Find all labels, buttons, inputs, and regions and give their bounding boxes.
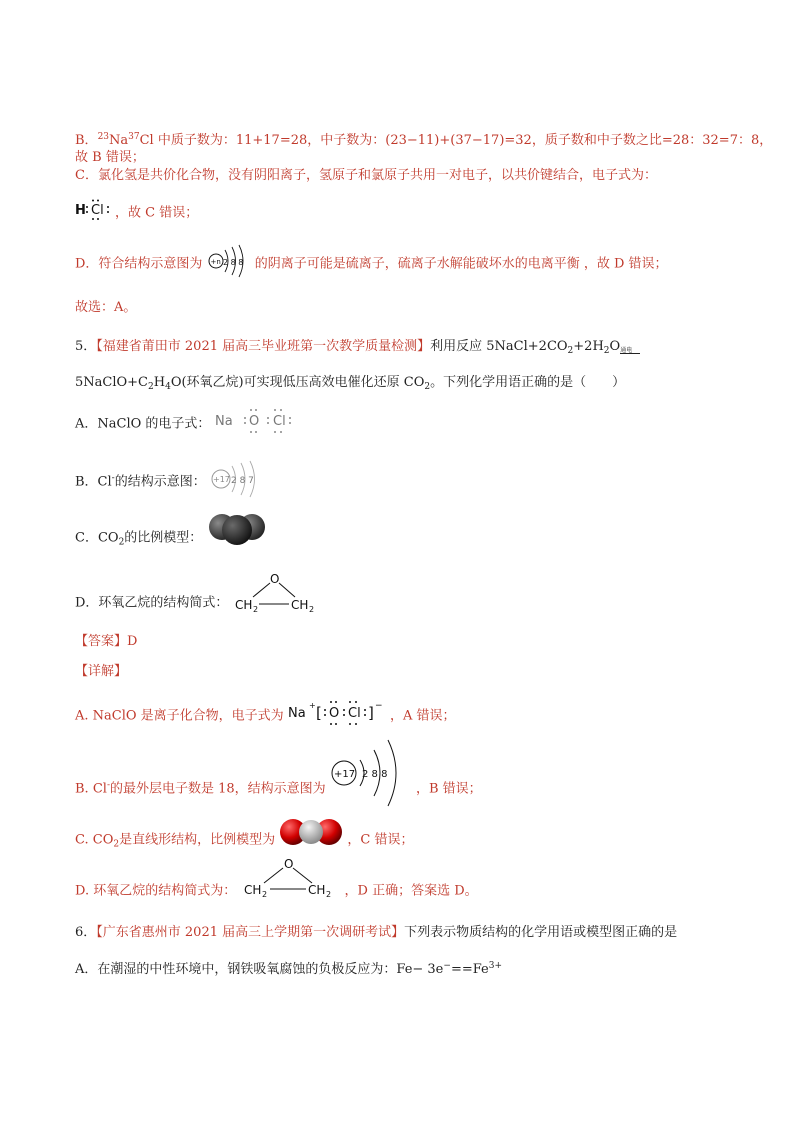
svg-text:Na: Na <box>214 414 233 429</box>
question-5-source: 【福建省莆田市 2021 届高三毕业班第一次教学质量检测】 <box>96 339 431 354</box>
svg-text:CH: CH <box>234 598 252 612</box>
explanation-a: A. NaClO 是离子化合物，电子式为 Na + [ O Cl ] − ，A 错误； <box>75 699 456 733</box>
naclo-wrong-electron-formula <box>215 407 305 441</box>
svg-text:O: O <box>269 572 280 586</box>
q5-option-d: D．环氧乙烷的结构简式： O CH 2 CH 2 <box>75 585 323 621</box>
question-5-stem: 5．【福建省莆田市 2021 届高三毕业班第一次教学质量检测】利用反应 $5NaCl+2CO_2+2H_2O$ 通电 <box>75 338 642 360</box>
choose-answer: 故选：A。 <box>75 300 137 315</box>
anion-nucleus: +n <box>210 258 221 266</box>
explanation-c: C. $CO_2$是直线形结构，比例模型为 ，C 错误； <box>75 825 413 855</box>
svg-text:2: 2 <box>262 890 268 899</box>
svg-text:2: 2 <box>326 890 332 899</box>
svg-text:Na: Na <box>287 706 306 721</box>
svg-text:+17: +17 <box>333 769 355 780</box>
cl-ion-wrong-structure <box>210 460 270 504</box>
svg-text:+17: +17 <box>212 475 230 484</box>
hcl-cl: Cl <box>91 203 104 218</box>
svg-text:[: [ <box>315 704 322 722</box>
explanation-d: D. 环氧乙烷的结构简式为： O CH 2 CH 2 ，D 正确；答案选 D。 <box>75 876 478 906</box>
question-6-source: 【广东省惠州市 2021 届高三上学期第一次调研考试】 <box>96 925 405 940</box>
svg-text:−: − <box>374 701 383 711</box>
svg-text:Cl: Cl <box>347 706 361 721</box>
option-b-explanation: B．$^{23}$Na$^{37}$Cl 中质子数为：11+17=28，中子数为：(23−11)+(37−17)=32，质子数和中子数之比=28：32=7：8， <box>75 132 773 148</box>
answer-label: 【答案】D <box>75 634 138 649</box>
svg-text:2: 2 <box>252 605 258 614</box>
svg-text:2 8 8: 2 8 8 <box>361 769 388 780</box>
svg-text:CH: CH <box>290 598 308 612</box>
svg-text:+: + <box>308 701 316 710</box>
option-c-formula-line: H Cl ，故 C 错误； <box>75 199 198 227</box>
detail-label: 【详解】 <box>75 664 128 679</box>
explanation-b: B. Cl-的最外层电子数是 18，结构示意图为 +17 2 8 8 ，B 错误； <box>75 764 482 814</box>
option-d-explanation: D．符合结构示意图为 +n 2 8 8 的阴离子可能是硫离子，硫离子水解能破坏水的电离平衡 ，故 D 错误； <box>75 244 668 284</box>
q6-option-a: A．在潮湿的中性环境中，钢铁吸氧腐蚀的负极反应为：$Fe- 3e^-==Fe^{3+}$ <box>75 961 503 977</box>
naclo-correct-electron-formula <box>288 699 386 733</box>
svg-text:2 8 7: 2 8 7 <box>230 476 254 486</box>
q5-option-a: A．NaClO 的电子式： Na O Cl <box>75 407 305 441</box>
svg-text:O: O <box>284 857 294 871</box>
svg-text:Cl: Cl <box>272 414 286 429</box>
hcl-electron-formula <box>75 199 115 227</box>
svg-text:CH: CH <box>308 883 326 897</box>
ethylene-oxide-structure <box>233 571 323 621</box>
option-b-explanation-cont: 故 B 错误； <box>75 150 145 165</box>
cl-ion-correct-structure <box>330 738 412 814</box>
question-5-stem-cont: $5NaClO+C_2H_4O$(环氧乙烷)可实现低压高效电催化还原 $CO_2$。下列化学用语正确的是（ ） <box>75 375 626 392</box>
q5-option-c: C．$CO_2$的比例模型： <box>75 522 270 554</box>
hcl-h: H <box>75 203 86 218</box>
co2-wrong-space-filling-model <box>206 508 270 554</box>
co2-correct-space-filling-model <box>279 815 343 855</box>
ethylene-oxide-structure-answer <box>240 856 340 906</box>
svg-text:2: 2 <box>308 605 314 614</box>
question-6-stem: 6．【广东省惠州市 2021 届高三上学期第一次调研考试】下列表示物质结构的化学用语或模型图正确的是 <box>75 925 678 940</box>
anion-shells: 2 8 8 <box>222 258 243 267</box>
option-c-explanation: C．氯化氢是共价化合物，没有阴阳离子，氢原子和氯原子共用一对电子，以共价键结合，电子式为： <box>75 168 657 183</box>
q5-option-b: B．Cl-的结构示意图： +17 2 8 7 <box>75 460 270 504</box>
svg-text:O: O <box>248 414 259 429</box>
svg-text:O: O <box>328 706 340 721</box>
svg-text:CH: CH <box>244 883 262 897</box>
anion-structure-diagram <box>207 244 251 284</box>
svg-text:]: ] <box>367 704 374 722</box>
